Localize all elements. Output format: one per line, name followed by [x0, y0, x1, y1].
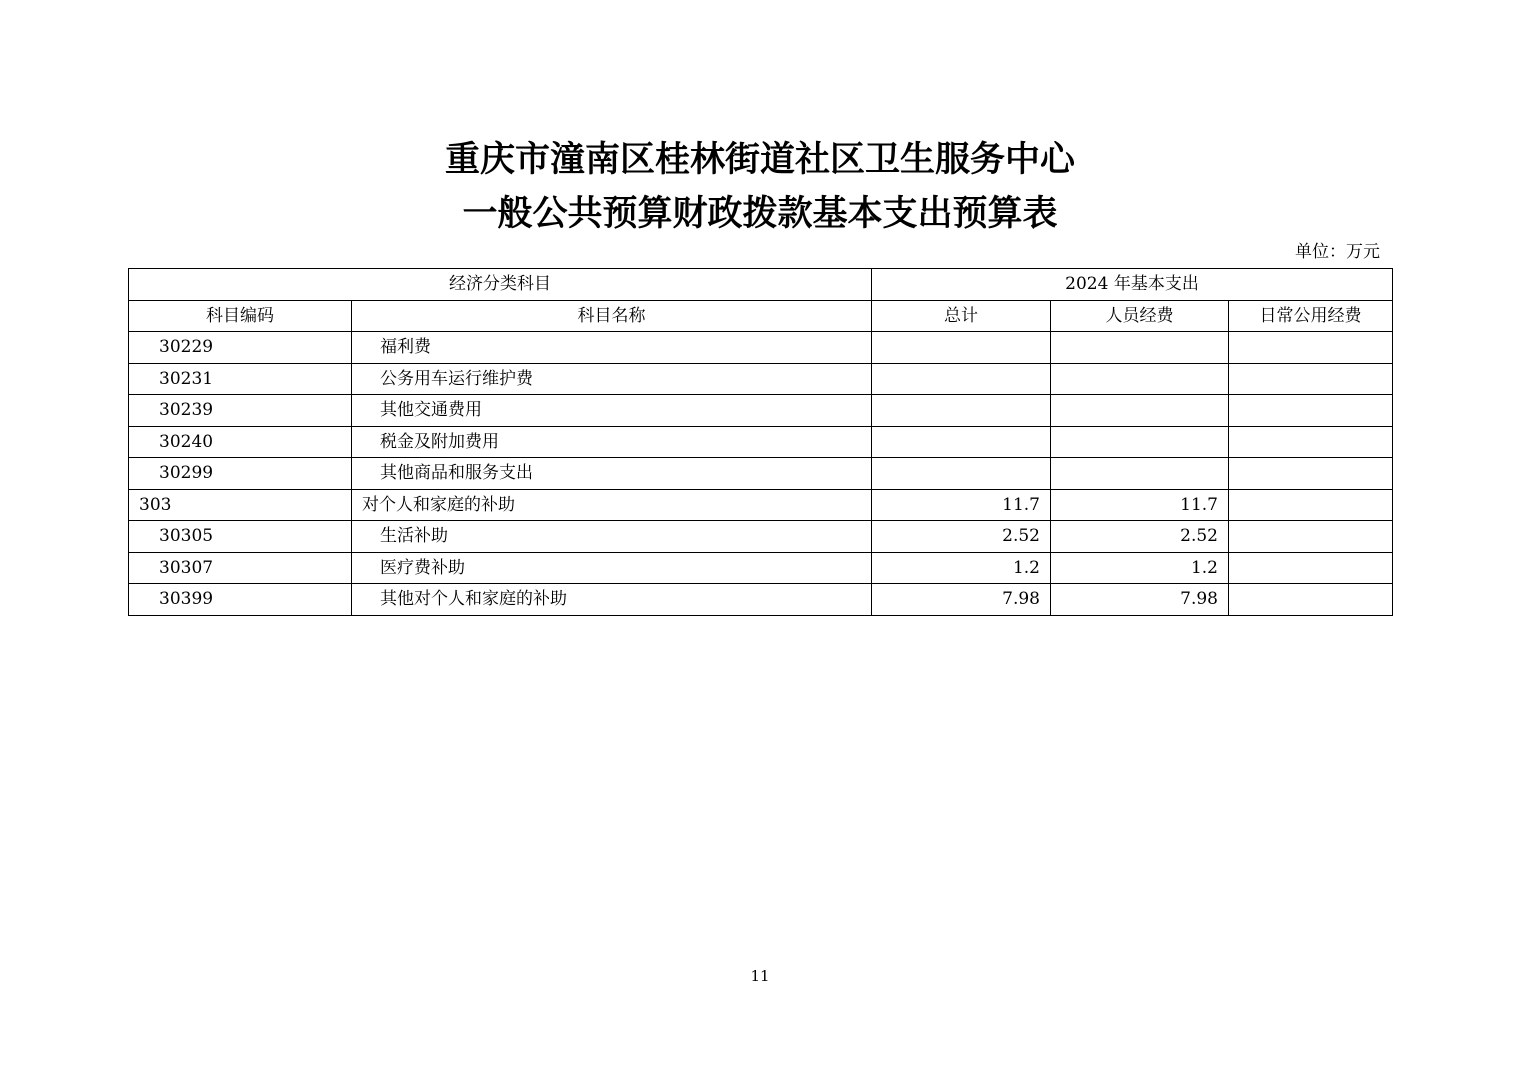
cell-name: 其他交通费用	[352, 395, 872, 427]
cell-total	[872, 426, 1051, 458]
cell-name: 公务用车运行维护费	[352, 363, 872, 395]
cell-public	[1229, 584, 1393, 616]
cell-code: 30231	[129, 363, 352, 395]
cell-total	[872, 395, 1051, 427]
cell-public	[1229, 332, 1393, 364]
budget-table	[128, 268, 1393, 616]
cell-public	[1229, 521, 1393, 553]
cell-public	[1229, 552, 1393, 584]
unit-label: 单位：万元	[1295, 242, 1380, 262]
page-number: 11	[750, 967, 770, 985]
cell-code: 30299	[129, 458, 352, 490]
cell-public	[1229, 458, 1393, 490]
cell-code: 303	[129, 489, 352, 521]
cell-name: 其他商品和服务支出	[352, 458, 872, 490]
table-row	[129, 584, 1393, 616]
cell-personnel	[1051, 332, 1229, 364]
page-title-line2: 一般公共预算财政拨款基本支出预算表	[462, 193, 1058, 234]
cell-public	[1229, 363, 1393, 395]
cell-personnel: 1.2	[1051, 552, 1229, 584]
table-row	[129, 489, 1393, 521]
table-row	[129, 552, 1393, 584]
column-header-public: 日常公用经费	[1229, 300, 1393, 332]
cell-total: 11.7	[872, 489, 1051, 521]
cell-public	[1229, 395, 1393, 427]
cell-personnel	[1051, 363, 1229, 395]
table-row	[129, 332, 1393, 364]
page-title-line1: 重庆市潼南区桂林街道社区卫生服务中心	[444, 139, 1075, 180]
column-header-name: 科目名称	[352, 300, 872, 332]
cell-total	[872, 458, 1051, 490]
cell-name: 医疗费补助	[352, 552, 872, 584]
cell-name: 税金及附加费用	[352, 426, 872, 458]
cell-public	[1229, 489, 1393, 521]
table-row	[129, 426, 1393, 458]
cell-total: 7.98	[872, 584, 1051, 616]
cell-total	[872, 363, 1051, 395]
cell-name: 其他对个人和家庭的补助	[352, 584, 872, 616]
column-header-code: 科目编码	[129, 300, 352, 332]
cell-total	[872, 332, 1051, 364]
group-header-row	[129, 269, 1393, 301]
cell-name: 福利费	[352, 332, 872, 364]
cell-total: 2.52	[872, 521, 1051, 553]
group-header-expense: 2024 年基本支出	[872, 269, 1393, 301]
cell-code: 30240	[129, 426, 352, 458]
cell-code: 30307	[129, 552, 352, 584]
cell-code: 30399	[129, 584, 352, 616]
cell-name: 生活补助	[352, 521, 872, 553]
table-row	[129, 458, 1393, 490]
cell-personnel	[1051, 458, 1229, 490]
table-row	[129, 363, 1393, 395]
table-row	[129, 395, 1393, 427]
cell-personnel: 11.7	[1051, 489, 1229, 521]
cell-code: 30229	[129, 332, 352, 364]
cell-personnel	[1051, 395, 1229, 427]
cell-personnel: 2.52	[1051, 521, 1229, 553]
cell-code: 30239	[129, 395, 352, 427]
column-header-row	[129, 300, 1393, 332]
table-row	[129, 521, 1393, 553]
column-header-total: 总计	[872, 300, 1051, 332]
cell-personnel	[1051, 426, 1229, 458]
group-header-category: 经济分类科目	[129, 269, 872, 301]
cell-total: 1.2	[872, 552, 1051, 584]
cell-personnel: 7.98	[1051, 584, 1229, 616]
column-header-personnel: 人员经费	[1051, 300, 1229, 332]
cell-name: 对个人和家庭的补助	[352, 489, 872, 521]
cell-code: 30305	[129, 521, 352, 553]
cell-public	[1229, 426, 1393, 458]
